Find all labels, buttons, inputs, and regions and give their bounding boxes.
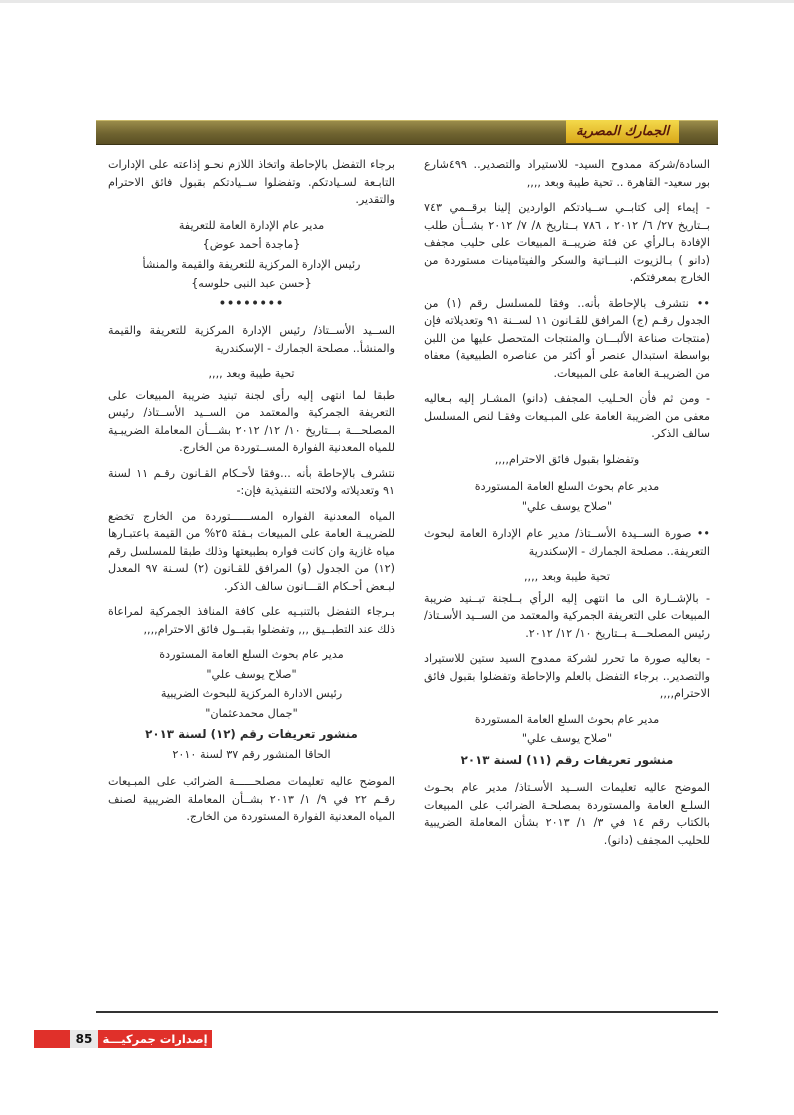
paragraph: الموضح عاليه تعليمات مصلحــــــة الضرائب على المبـيعات رقـم ٢٢ في ٩/ ١/ ٢٠١٣ بشــأن المعاملة الضريبية لصنف المياه المعدنية الفوارة المستوردة من الخارج. bbox=[108, 775, 395, 823]
paragraph: •• صورة الســيدة الأســتاذ/ مدير عام الإدارة العامة لبحوث التعريفة.. مصلحة الجمارك - الإسكندرية bbox=[424, 527, 710, 558]
left-column bbox=[108, 156, 395, 834]
greeting-line: تحية طيبة وبعد ,,,, bbox=[208, 367, 295, 380]
section-heading: منشور تعريفات رقم (١١) لسنة ٢٠١٣ bbox=[460, 752, 674, 767]
signature-title: رئيس الإدارة المركزية للتعريفة والقيمة والمنشأ bbox=[142, 257, 361, 271]
paragraph: السادة/شركة ممدوح السيد- للاستيراد والتصدير.. ٤٩٩شارع بور سعيد- القاهرة .. تحية طيبة وبعد ,,,, bbox=[424, 158, 710, 189]
paragraph: برجاء التفضل بالإحاطة واتخاذ اللازم نحـو إذاعته على الإدارات التابـعة لسـيادتكم. وتفضلوا ســيادتكم بقبول فائق الاحترام والتقدير. bbox=[108, 158, 395, 206]
bottom-divider bbox=[96, 1011, 718, 1013]
paragraph: الســيد الأســتاذ/ رئيس الإدارة المركزية للتعريفة والقيمة والمنشأ.. مصلحة الجمارك - الإسكندرية bbox=[108, 324, 395, 355]
closing-line: وتفضلوا بقبول فائق الاحترام,,,, bbox=[494, 452, 640, 466]
top-stripe bbox=[0, 0, 794, 3]
signature-name: {ماجدة أحمد عوض} bbox=[202, 238, 301, 251]
signature-name: "صلاح يوسف علي" bbox=[206, 667, 297, 681]
signature-name: {حسن عبد النبى حلوسه} bbox=[191, 277, 312, 290]
paragraph: •• نتشرف بالإحاطة بأنه.. وفقا للمسلسل رقم (١) من الجدول رقـم (ج) المرافق للقـانون ١١ لســنة ٩١ وتعديلاته فإن (منتجات صناعة الألبـــان والمنتجات المتحصل عليها من اللبن بواسطة استبدال عنصر أو أكثر من عناصره الطبيعية) معفاه من الضريبـة العامة على المبيعات. bbox=[424, 296, 710, 380]
magazine-section-label: الجمارك المصرية bbox=[566, 120, 679, 143]
signature-title: مدير عام بحوث السلع العامة المستوردة bbox=[159, 648, 344, 661]
signature-title: مدير عام الإدارة العامة للتعريفة bbox=[178, 218, 325, 232]
signature-title: مدير عام بحوث السلع العامة المستوردة bbox=[474, 712, 660, 726]
page-number: 85 bbox=[70, 1030, 98, 1048]
paragraph: - إيماء إلى كتابــي ســيادتكم الواردين إلينا برقــمي ٧٤٣ بــتاريخ ٢٧/ ٦/ ٢٠١٢ ، ٧٨٦ بــتاريخ ٨/ ٧/ ٢٠١٢ بشــأن طلب الإفادة بـالرأي عن فئة ضريبــة المبيعات على حليب مجفف (دانو ) بـالزيوت النبــاتية والسكر والفيتامينات مستوردة من الخارج بمعرفتكم. bbox=[424, 201, 711, 284]
signature-title: مدير عام بحوث السلع العامة المستوردة bbox=[474, 480, 660, 493]
signature-name: "صلاح يوسف علي" bbox=[521, 499, 613, 513]
paragraph: بـرجاء التفضل بالتنبـيه على كافة المنافذ الجمركية لمراعاة ذلك عند التطبــيق ,,, وتفضلوا بقبــول فائق الاحترام,,,, bbox=[108, 605, 395, 636]
greeting-line: تحية طيبة وبعد ,,,, bbox=[523, 570, 611, 583]
paragraph: - ومن ثم فأن الحـليب المجفف (دانو) المشـار إليه بـعاليه معفى من الضريبة العامة على المبـيعات وفقـا لنص المسلسل سالف الذكر. bbox=[424, 392, 710, 440]
paragraph: المياه المعدنية الفواره المســــــتوردة من الخارج تخضع للضريبـة العامة على المبيعات بـفئة ٢٥% من القيمة باعتبـارها مياه غازية وان كانت فواره بطبيعتها وذلك طبقا للمسلسل رقم (١٢) من الجدول (و) المرافق للقـانون (٢) لسـنة ٩٧ المعدل لبـعض أحـكام القـــانون سالف الذكر. bbox=[108, 509, 395, 593]
separator-dots: •••••••• bbox=[218, 296, 285, 310]
right-column bbox=[424, 156, 710, 857]
signature-name: "جمال محمدعثمان" bbox=[205, 706, 298, 720]
paragraph: نتشرف بالإحاطة بأنه ...وفقا لأحـكام القـانون رقـم ١١ لسنة ٩١ وتعديلاته ولائحته التنفيذية فإن:- bbox=[108, 466, 395, 497]
section-heading: منشور تعريفات رقم (١٢) لسنة ٢٠١٣ bbox=[145, 727, 358, 741]
paragraph: طبقا لما انتهى إليه رأى لجنة تبنيد ضريبة المبيعات على التعريفة الجمركية والمعتمد من الســيد الأســتاذ/ رئيس المصلحـــة بـــتاريخ ١٠/ ١٢/ ٢٠١٢ بشـــأن المعاملة الضريبـية للمياه المعدنية الفوارة المســتوردة من الخارج. bbox=[108, 388, 395, 454]
paragraph: - بعاليه صورة ما تحرر لشركة ممدوح السيد ستين للاستيراد والتصدير.. برجاء التفضل بالعلم والإحاطة وتفضلوا بقبول فائق الاحترام,,,, bbox=[424, 652, 710, 700]
section-subheading: الحاقا المنشور رقم ٣٧ لسنة ٢٠١٠ bbox=[172, 747, 331, 761]
footer-section-label: إصدارات جمركيـــة bbox=[98, 1030, 212, 1048]
paragraph: - بالإشــارة الى ما انتهى إليه الرأي بــلجنة تبــنيد ضريبة المبيعات على التعريفة الجمركية والمعتمد من الســيد الأسـتاذ/ رئيس المصلحـــة بــتاريخ ١٠/ ١٢/ ٢٠١٢. bbox=[424, 591, 710, 640]
signature-title: رئيس الادارة المركزية للبحوث الضريبية bbox=[160, 687, 343, 700]
signature-name: "صلاح يوسف علي" bbox=[521, 732, 613, 745]
paragraph: الموضح عاليه تعليمات الســيد الأسـتاذ/ مدير عام بحـوث السلـع العامة والمستوردة بمصلحـة الضرائب على المبيعات بالكتاب رقم ١٤ في ٣/ ١/ ٢٠١٣ بشأن المعاملة الضريبية للحليب المجفف (دانو). bbox=[424, 781, 711, 847]
